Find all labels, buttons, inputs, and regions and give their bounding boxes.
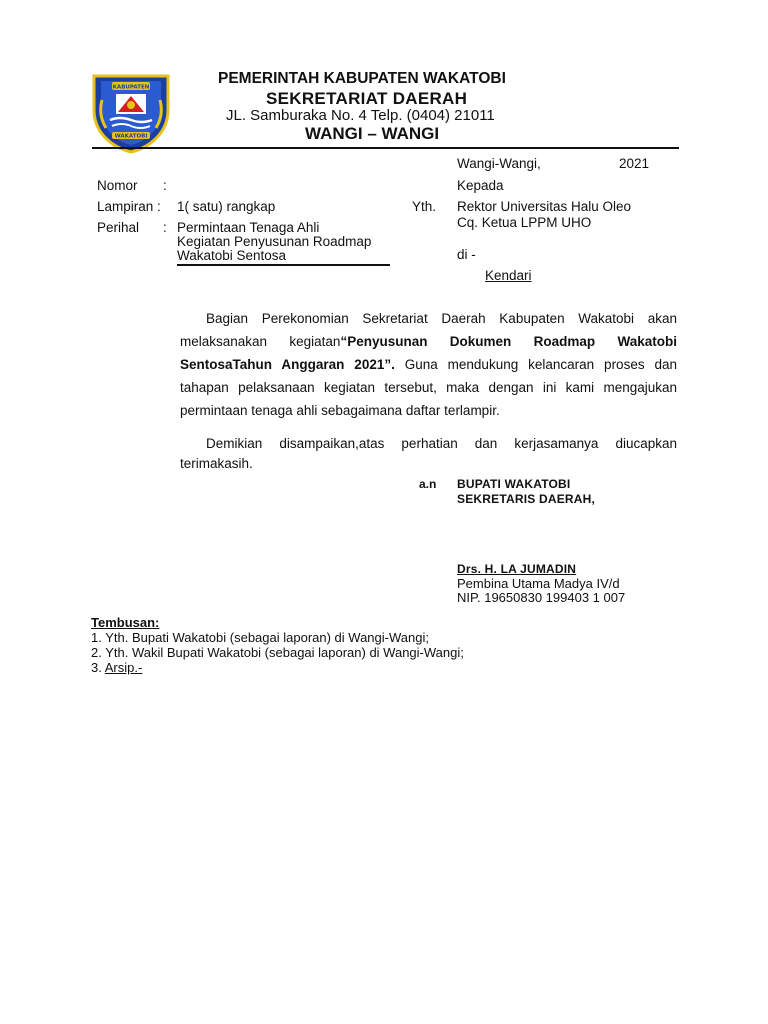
recipient-line2: Cq. Ketua LPPM UHO: [457, 215, 592, 230]
perihal-label: Perihal: [97, 220, 140, 235]
letterhead-office: SEKRETARIAT DAERAH: [266, 89, 468, 108]
emblem-top-label: KABUPATEN: [112, 84, 150, 91]
date-year: 2021: [619, 156, 650, 171]
date-place: Wangi-Wangi,: [457, 156, 541, 171]
signature-an: a.n: [419, 477, 437, 491]
p1-end: Guna mendukung kelancaran proses dan tahapan pelaksanaan kegiatan tersebut, maka dengan ini kami mengajukan permintaan tenaga ahli sebagaimana daftar terlampir.: [180, 357, 677, 418]
signature-title2: SEKRETARIS DAERAH,: [457, 492, 596, 506]
letterhead-city: WANGI – WANGI: [305, 124, 440, 143]
tembusan-num: 1.: [91, 630, 102, 645]
kepada-label: Kepada: [457, 178, 504, 193]
recipient-city: Kendari: [485, 268, 532, 283]
tembusan-item: [91, 660, 142, 675]
recipient-di: di -: [457, 247, 476, 262]
signer-nip: NIP. 19650830 199403 1 007: [457, 590, 626, 605]
nomor-label: Nomor: [97, 178, 138, 193]
emblem-bottom-label: WAKATOBI: [114, 133, 148, 140]
p2-text: Demikian disampaikan,atas perhatian dan kerjasamanya diucapkan terimakasih.: [180, 436, 677, 471]
letterhead-government: PEMERINTAH KABUPATEN WAKATOBI: [218, 70, 506, 87]
body-paragraph-1: [180, 307, 677, 422]
lampiran-label: Lampiran :: [97, 199, 161, 214]
tembusan-text: Yth. Bupati Wakatobi (sebagai laporan) di Wangi-Wangi;: [105, 630, 429, 645]
tembusan-title: Tembusan:: [91, 615, 160, 630]
tembusan-num: 2.: [91, 645, 102, 660]
perihal-colon: :: [163, 220, 167, 235]
tembusan-text: Arsip.-: [104, 660, 143, 675]
perihal-line2: Kegiatan Penyusunan Roadmap: [177, 234, 372, 249]
perihal-line3: Wakatobi Sentosa: [177, 248, 287, 263]
signer-name: Drs. H. LA JUMADIN: [457, 562, 577, 576]
nomor-colon: :: [163, 178, 167, 193]
yth-label: Yth.: [412, 199, 437, 214]
tembusan-item: [91, 645, 464, 660]
tembusan-item: [91, 630, 429, 645]
recipient-line1: Rektor Universitas Halu Oleo: [457, 199, 632, 214]
tembusan-text: Yth. Wakil Bupati Wakatobi (sebagai laporan) di Wangi-Wangi;: [105, 645, 464, 660]
wakatobi-emblem: [88, 70, 174, 154]
perihal-underline: [177, 264, 390, 266]
p1-start: Bagian Perekonomian Sekretariat Daerah Kabupaten Wakatobi akan melaksanakan kegiatan: [180, 311, 677, 349]
perihal-line1: Permintaan Tenaga Ahli: [177, 220, 320, 235]
lampiran-value: 1( satu) rangkap: [177, 199, 276, 214]
signer-rank: Pembina Utama Madya IV/d: [457, 576, 620, 591]
letterhead-divider: [92, 147, 679, 149]
body-paragraph-2: [180, 434, 677, 474]
letterhead-address: JL. Samburaka No. 4 Telp. (0404) 21011: [226, 107, 495, 124]
signature-title1: BUPATI WAKATOBI: [457, 477, 571, 491]
tembusan-num: 3.: [91, 660, 102, 675]
p1-activity-title: “Penyusunan Dokumen Roadmap Wakatobi SentosaTahun Anggaran 2021”.: [180, 334, 677, 372]
